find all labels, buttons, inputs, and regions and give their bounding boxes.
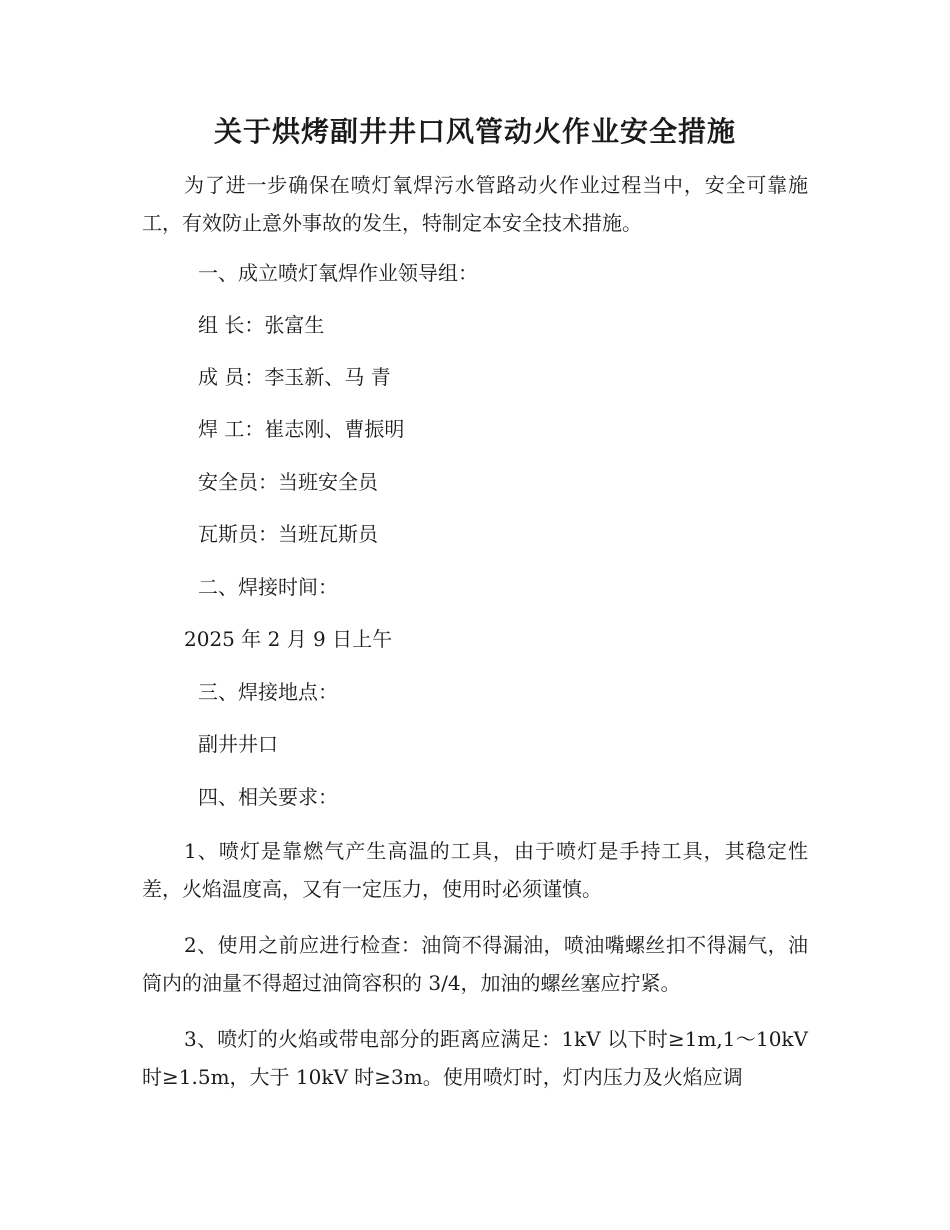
requirement-2: 2、使用之前应进行检查：油筒不得漏油，喷油嘴螺丝扣不得漏气，油筒内的油量不得超过油筒容积的 3/4，加油的螺丝塞应拧紧。: [142, 933, 808, 995]
section2-heading: 二、焊接时间：: [198, 575, 338, 599]
section1-heading: 一、成立喷灯氧焊作业领导组：: [198, 261, 478, 285]
intro-paragraph: 为了进一步确保在喷灯氧焊污水管路动火作业过程当中，安全可靠施工，有效防止意外事故的发生，特制定本安全技术措施。: [142, 173, 808, 235]
gas-inspector-line: 瓦斯员：当班瓦斯员: [198, 522, 378, 546]
weld-location: 副井井口: [198, 732, 278, 756]
welders-line: 焊 工：崔志刚、曹振明: [198, 417, 405, 441]
section3-heading: 三、焊接地点：: [198, 680, 338, 704]
weld-time: 2025 年 2 月 9 日上午: [184, 627, 393, 651]
section4-heading: 四、相关要求：: [198, 785, 338, 809]
members-line: 成 员：李玉新、马 青: [198, 365, 391, 389]
requirement-3: 3、喷灯的火焰或带电部分的距离应满足：1kV 以下时≥1m,1～10kV 时≥1.5m，大于 10kV 时≥3m。使用喷灯时，灯内压力及火焰应调: [142, 1027, 808, 1089]
requirement-1: 1、喷灯是靠燃气产生高温的工具，由于喷灯是手持工具，其稳定性差，火焰温度高，又有一定压力，使用时必须谨慎。: [142, 839, 808, 901]
safety-officer-line: 安全员：当班安全员: [198, 470, 378, 494]
document-title: 关于烘烤副井井口风管动火作业安全措施: [213, 115, 736, 148]
leader-line: 组 长：张富生: [198, 313, 325, 337]
